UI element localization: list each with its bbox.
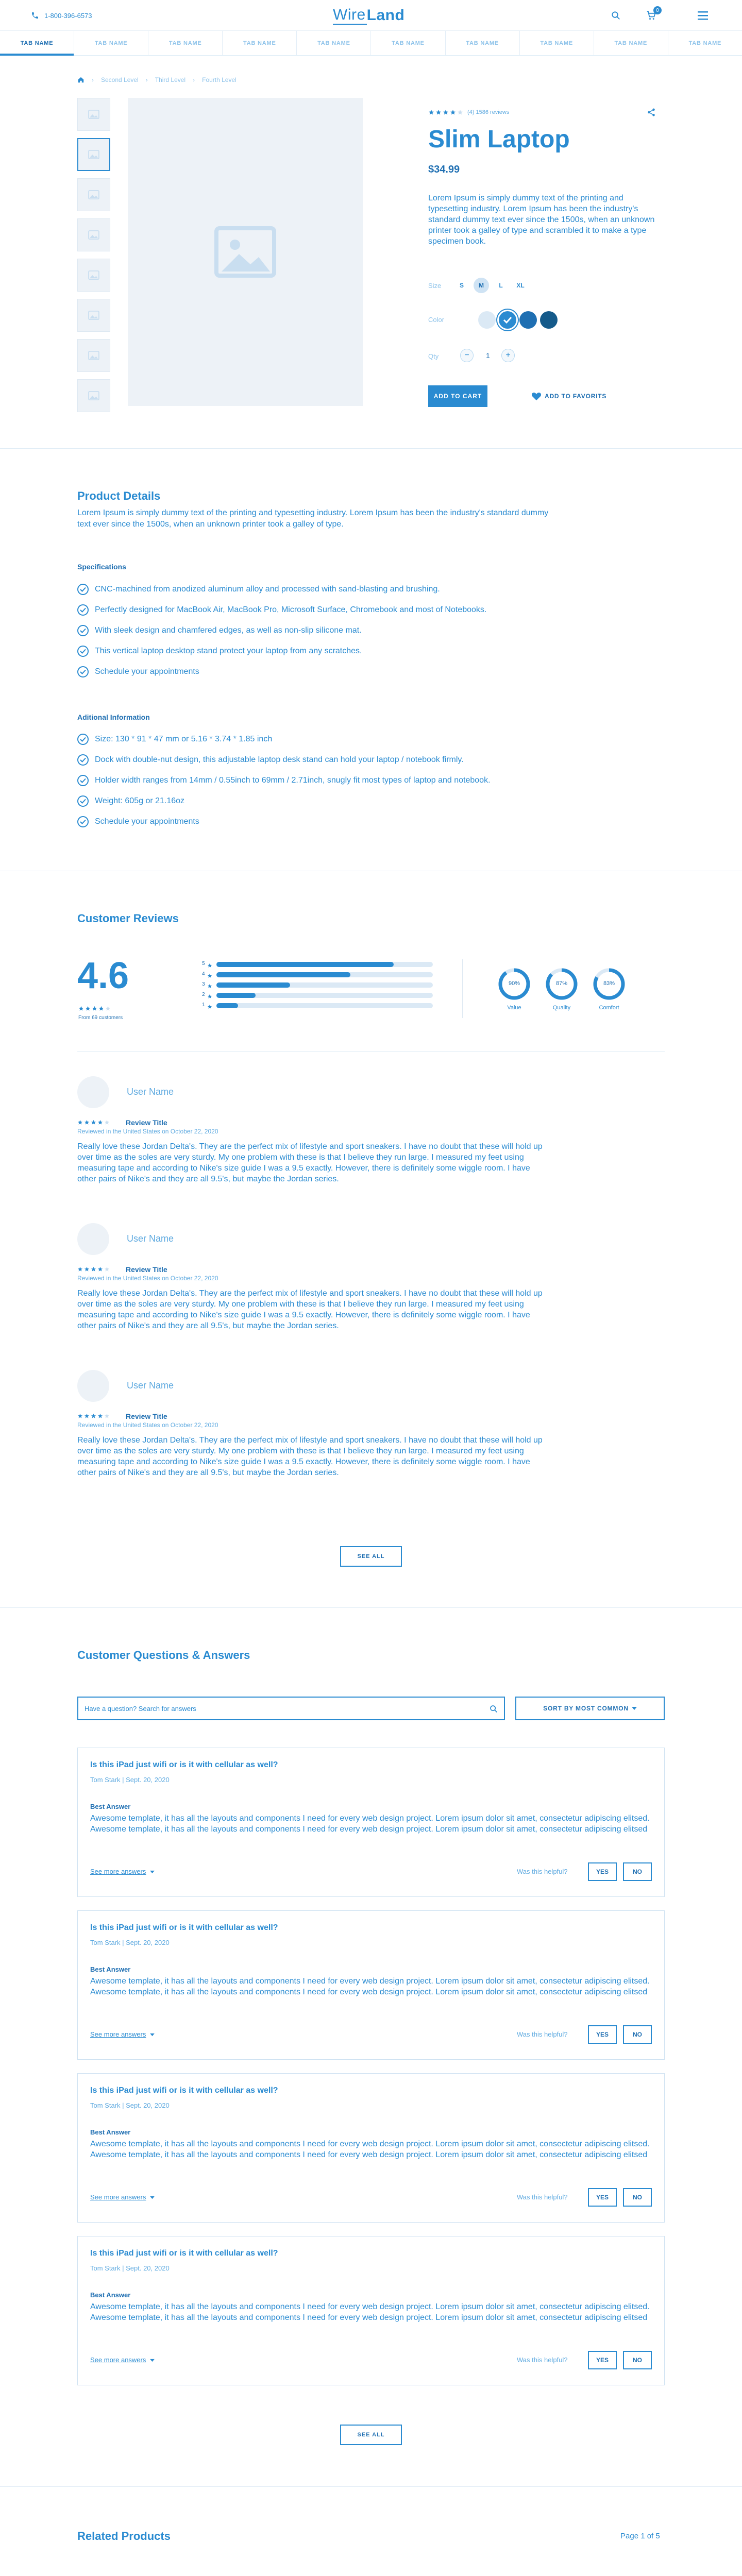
qa-helpful-label: Was this helpful?	[517, 1868, 568, 1875]
thumbnail[interactable]	[77, 259, 110, 292]
chevron-down-icon	[632, 1706, 637, 1710]
check-circle-icon	[77, 666, 89, 677]
reviews-title: Customer Reviews	[77, 912, 179, 925]
thumbnail[interactable]	[77, 178, 110, 211]
reviews-see-all-button[interactable]: SEE ALL	[340, 1546, 402, 1567]
qa-yes-button[interactable]: YES	[588, 2351, 617, 2369]
add-to-favorites-button[interactable]	[531, 392, 606, 401]
related-page-indicator: Page 1 of 5	[620, 2532, 660, 2540]
qa-helpful-label: Was this helpful?	[517, 2030, 568, 2038]
rating-row-label: 4	[202, 971, 205, 977]
star-icon	[84, 1266, 90, 1272]
image-placeholder-icon	[88, 110, 99, 119]
qa-search-input[interactable]	[77, 1697, 505, 1720]
qa-question[interactable]: Is this iPad just wifi or is it with cellular as well?	[90, 1923, 278, 1932]
rating-bar-fill	[216, 993, 256, 998]
star-icon	[207, 992, 212, 1002]
tab-1[interactable]: TAB NAME	[0, 31, 74, 55]
star-icon	[457, 109, 463, 115]
color-swatch[interactable]	[499, 311, 516, 329]
divider	[462, 959, 463, 1018]
chevron-down-icon	[150, 2030, 155, 2038]
qa-see-all-button[interactable]: SEE ALL	[340, 2425, 402, 2445]
qa-question[interactable]: Is this iPad just wifi or is it with cellular as well?	[90, 1760, 278, 1769]
breadcrumb-separator: ›	[193, 76, 195, 83]
breadcrumb-item[interactable]: Second Level	[101, 76, 139, 83]
review-title: Review Title	[126, 1118, 167, 1127]
qa-card	[77, 1910, 665, 2060]
qty-label: Qty	[428, 352, 439, 360]
product-rating[interactable]	[428, 109, 509, 115]
review-stars	[77, 1413, 110, 1419]
tab-5[interactable]: TAB NAME	[297, 31, 371, 55]
rating-bar-fill	[216, 982, 290, 988]
qa-meta: Tom Stark | Sept. 20, 2020	[90, 2264, 170, 2272]
star-icon	[92, 1006, 97, 1011]
qa-sort-dropdown[interactable]	[515, 1697, 665, 1720]
rating-bar-fill	[216, 962, 394, 967]
specifications-title: Specifications	[77, 563, 126, 571]
star-icon	[443, 109, 449, 115]
spec-item	[77, 646, 362, 657]
qa-meta: Tom Stark | Sept. 20, 2020	[90, 1776, 170, 1784]
review-meta: Reviewed in the United States on October 22, 2020	[77, 1421, 218, 1429]
qa-best-answer-label: Best Answer	[90, 2128, 131, 2136]
qa-best-answer-label: Best Answer	[90, 1803, 131, 1810]
rating-row-label: 2	[202, 992, 205, 997]
see-more-label: See more answers	[90, 2356, 146, 2364]
qa-search-placeholder: Have a question? Search for answers	[85, 1704, 196, 1713]
star-icon	[97, 1266, 103, 1272]
star-icon	[91, 1413, 96, 1419]
product-price: $34.99	[428, 164, 460, 175]
phone-contact[interactable]	[31, 11, 92, 20]
star-icon	[77, 1266, 83, 1272]
additional-text: Holder width ranges from 14mm / 0.55inch to 69mm / 2.71inch, snugly fit most types of laptop and notebook.	[95, 776, 491, 785]
review-meta: Reviewed in the United States on October 22, 2020	[77, 1275, 218, 1282]
qa-no-button[interactable]: NO	[623, 2351, 652, 2369]
color-label: Color	[428, 316, 445, 324]
thumbnail[interactable]	[77, 299, 110, 332]
rating-row-label: 5	[202, 961, 205, 967]
tab-6[interactable]: TAB NAME	[371, 31, 445, 55]
details-intro: Lorem Ipsum is simply dummy text of the printing and typesetting industry. Lorem Ipsum has been the industry's standard dummy text ever since the 1500s, when an unknown printer took a galley of type.	[77, 509, 549, 529]
image-placeholder-icon	[88, 351, 99, 360]
additional-text: Weight: 605g or 21.16oz	[95, 796, 185, 805]
star-icon	[428, 109, 434, 115]
avatar	[77, 1370, 109, 1402]
image-placeholder-icon	[88, 150, 99, 159]
additional-item	[77, 734, 272, 745]
qa-card	[77, 2073, 665, 2223]
spec-text: CNC-machined from anodized aluminum alloy and processed with sand-blasting and brushing.	[95, 585, 440, 594]
star-icon	[91, 1120, 96, 1125]
qa-sort-label: SORT BY MOST COMMON	[543, 1705, 629, 1712]
chevron-down-icon	[150, 1868, 155, 1875]
average-caption: From 69 customers	[78, 1015, 123, 1021]
star-icon	[78, 1006, 84, 1011]
cart-count-badge: 0	[653, 6, 662, 14]
logo-wire: Wire	[333, 6, 367, 25]
rating-bar-track	[216, 1003, 433, 1008]
see-more-label: See more answers	[90, 2030, 146, 2038]
tab-7[interactable]: TAB NAME	[446, 31, 520, 55]
thumbnail[interactable]	[77, 98, 110, 131]
star-icon	[104, 1413, 110, 1419]
qa-best-answer-label: Best Answer	[90, 2291, 131, 2299]
qa-no-button[interactable]: NO	[623, 2025, 652, 2044]
qa-answer: Awesome template, it has all the layouts and components I need for every web design project. Lorem ipsum dolor sit amet, consectetur adipiscing elitsed. Awesome template, it has all the layouts and components I need for every web design project. Lorem ipsum dolor sit amet, consectetur adipiscing elitsed	[90, 2302, 650, 2322]
review-stars	[77, 1266, 110, 1272]
review-title: Review Title	[126, 1265, 167, 1274]
see-more-label: See more answers	[90, 2193, 146, 2201]
details-title: Product Details	[77, 489, 161, 502]
star-icon	[435, 109, 442, 115]
tab-2[interactable]: TAB NAME	[74, 31, 148, 55]
thumbnail[interactable]	[77, 379, 110, 412]
average-rating: 4.6	[77, 955, 129, 996]
spec-text: Schedule your appointments	[95, 667, 199, 676]
ring-label: Comfort	[599, 1005, 619, 1011]
image-placeholder-icon	[88, 230, 99, 240]
top-bar	[0, 0, 742, 31]
check-circle-icon	[77, 775, 89, 786]
star-icon	[207, 1003, 212, 1012]
check-circle-icon	[77, 646, 89, 657]
color-swatch[interactable]	[519, 311, 537, 329]
avatar	[77, 1223, 109, 1255]
qa-answer: Awesome template, it has all the layouts and components I need for every web design project. Lorem ipsum dolor sit amet, consectetur adipiscing elitsed. Awesome template, it has all the layouts and components I need for every web design project. Lorem ipsum dolor sit amet, consectetur adipiscing elitsed	[90, 1977, 650, 1996]
check-circle-icon	[77, 604, 89, 616]
rating-row-label: 1	[202, 1002, 205, 1008]
tab-4[interactable]: TAB NAME	[223, 31, 297, 55]
star-icon	[97, 1120, 103, 1125]
image-placeholder-icon	[88, 190, 99, 199]
search-icon[interactable]	[490, 1705, 498, 1713]
heart-icon	[531, 392, 542, 401]
image-placeholder-icon	[88, 311, 99, 320]
see-more-answers-link[interactable]	[90, 2030, 155, 2038]
qa-question[interactable]: Is this iPad just wifi or is it with cellular as well?	[90, 2249, 278, 2258]
star-icon	[91, 1266, 96, 1272]
add-to-cart-button[interactable]: ADD TO CART	[428, 385, 487, 407]
qa-meta: Tom Stark | Sept. 20, 2020	[90, 2102, 170, 2109]
check-icon	[499, 311, 516, 329]
rating-count: (4) 1586 reviews	[467, 109, 510, 115]
check-circle-icon	[77, 754, 89, 766]
check-circle-icon	[77, 795, 89, 807]
see-more-answers-link[interactable]	[90, 2193, 155, 2201]
menu-icon[interactable]	[697, 9, 709, 22]
product-description: Lorem Ipsum is simply dummy text of the printing and typesetting industry. Lorem Ipsum has been the industry's standard dummy text ever since the 1500s, when an unknown printer took a galley of type and scrambled it to make a type specimen book.	[428, 194, 655, 246]
qa-yes-button[interactable]: YES	[588, 1862, 617, 1881]
product-title: Slim Laptop	[428, 126, 570, 153]
ring-value: 87%	[555, 980, 568, 987]
qa-card	[77, 2236, 665, 2385]
additional-text: Size: 130 * 91 * 47 mm or 5.16 * 3.74 * 1.85 inch	[95, 735, 273, 743]
star-icon	[105, 1006, 111, 1011]
tab-3[interactable]: TAB NAME	[148, 31, 223, 55]
star-icon	[84, 1413, 90, 1419]
size-label: Size	[428, 282, 442, 290]
star-icon	[77, 1120, 83, 1125]
review-user-name: User Name	[127, 1233, 174, 1244]
qa-yes-button[interactable]: YES	[588, 2188, 617, 2207]
check-circle-icon	[77, 625, 89, 636]
related-title: Related Products	[77, 2530, 171, 2543]
spec-text: With sleek design and chamfered edges, as well as non-slip silicone mat.	[95, 626, 362, 635]
additional-text: Dock with double-nut design, this adjustable laptop desk stand can hold your laptop / notebook firmly.	[95, 755, 464, 764]
qty-value[interactable]: 1	[486, 351, 490, 360]
review-body: Really love these Jordan Delta's. They are the perfect mix of lifestyle and sport sneakers. I have no doubt that these will hold up over time as the soles are very sturdy. My one problem with these is that I believe they run large. I measured my feet using measuring tape and according to Nike's size guide I was a 9.5 exactly. However, there is definitely some wiggle room. I have other pairs of Nike's and they are all 9.5's, but maybe the Jordan series.	[77, 1142, 543, 1183]
favorites-label: ADD TO FAVORITS	[545, 393, 607, 400]
home-icon[interactable]	[77, 76, 85, 83]
image-placeholder-icon	[88, 270, 99, 280]
qty-decrease-button[interactable]: −	[460, 349, 474, 362]
breadcrumb-separator: ›	[92, 76, 94, 83]
phone-number: 1-800-396-6573	[44, 11, 92, 20]
thumbnail[interactable]	[77, 339, 110, 372]
spec-text: This vertical laptop desktop stand protect your laptop from any scratches.	[95, 647, 362, 655]
qa-card	[77, 1748, 665, 1897]
star-icon	[450, 109, 456, 115]
star-icon	[207, 982, 212, 991]
star-icon	[98, 1006, 104, 1011]
divider	[0, 2486, 742, 2487]
size-option-m[interactable]: M	[474, 278, 489, 293]
additional-item	[77, 775, 491, 786]
see-more-answers-link[interactable]	[90, 1868, 155, 1875]
tab-bar	[0, 31, 742, 56]
size-option-l[interactable]: L	[499, 282, 503, 289]
qa-helpful-label: Was this helpful?	[517, 2356, 568, 2364]
check-circle-icon	[77, 584, 89, 595]
review-body: Really love these Jordan Delta's. They are the perfect mix of lifestyle and sport sneakers. I have no doubt that these will hold up over time as the soles are very sturdy. My one problem with these is that I believe they run large. I measured my feet using measuring tape and according to Nike's size guide I was a 9.5 exactly. However, there is definitely some wiggle room. I have other pairs of Nike's and they are all 9.5's, but maybe the Jordan series.	[77, 1289, 543, 1330]
star-icon	[104, 1266, 110, 1272]
star-icon	[104, 1120, 110, 1125]
check-circle-icon	[77, 734, 89, 745]
phone-icon	[31, 11, 39, 20]
qa-answer: Awesome template, it has all the layouts and components I need for every web design project. Lorem ipsum dolor sit amet, consectetur adipiscing elitsed. Awesome template, it has all the layouts and components I need for every web design project. Lorem ipsum dolor sit amet, consectetur adipiscing elitsed	[90, 1814, 650, 1834]
review-user-name: User Name	[127, 1380, 174, 1391]
check-circle-icon	[77, 816, 89, 827]
qa-answer: Awesome template, it has all the layouts and components I need for every web design project. Lorem ipsum dolor sit amet, consectetur adipiscing elitsed. Awesome template, it has all the layouts and components I need for every web design project. Lorem ipsum dolor sit amet, consectetur adipiscing elitsed	[90, 2140, 650, 2159]
qa-no-button[interactable]: NO	[623, 2188, 652, 2207]
star-icon	[207, 972, 212, 981]
qa-helpful-label: Was this helpful?	[517, 2193, 568, 2201]
review-title: Review Title	[126, 1412, 167, 1420]
additional-item	[77, 795, 184, 807]
average-stars	[78, 1005, 111, 1014]
review-body: Really love these Jordan Delta's. They are the perfect mix of lifestyle and sport sneakers. I have no doubt that these will hold up over time as the soles are very sturdy. My one problem with these is that I believe they run large. I measured my feet using measuring tape and according to Nike's size guide I was a 9.5 exactly. However, there is definitely some wiggle room. I have other pairs of Nike's and they are all 9.5's, but maybe the Jordan series.	[77, 1436, 543, 1477]
qa-yes-button[interactable]: YES	[588, 2025, 617, 2044]
tab-8[interactable]: TAB NAME	[520, 31, 594, 55]
image-placeholder-icon	[214, 226, 276, 278]
ring-value: 90%	[508, 980, 520, 987]
thumbnail[interactable]	[77, 138, 110, 171]
size-option-s[interactable]: S	[459, 282, 464, 289]
spec-item	[77, 625, 362, 636]
rating-bar-fill	[216, 972, 350, 977]
qa-no-button[interactable]: NO	[623, 1862, 652, 1881]
chevron-down-icon	[150, 2356, 155, 2364]
spec-item	[77, 666, 199, 677]
ring-label: Value	[507, 1005, 521, 1011]
see-more-answers-link[interactable]	[90, 2356, 155, 2364]
color-swatch[interactable]	[540, 311, 558, 329]
breadcrumb	[77, 76, 237, 83]
ring-label: Quality	[552, 1005, 571, 1011]
logo-land: Land	[366, 7, 405, 24]
spec-text: Perfectly designed for MacBook Air, MacBook Pro, Microsoft Surface, Chromebook and most of Notebooks.	[95, 605, 487, 614]
main-product-image[interactable]	[128, 98, 363, 406]
tab-10[interactable]: TAB NAME	[688, 40, 722, 46]
avatar	[77, 1076, 109, 1108]
additional-text: Schedule your appointments	[95, 817, 199, 826]
review-user-name: User Name	[127, 1087, 174, 1097]
color-swatch[interactable]	[478, 311, 496, 329]
spec-item	[77, 604, 486, 616]
rating-row-label: 3	[202, 981, 205, 987]
additional-item	[77, 816, 199, 827]
divider	[0, 1607, 742, 1608]
cart-icon[interactable]	[645, 9, 657, 22]
logo[interactable]	[333, 6, 404, 25]
additional-info-title: Aditional Information	[77, 713, 150, 721]
divider	[77, 1051, 665, 1052]
review-meta: Reviewed in the United States on October 22, 2020	[77, 1128, 218, 1135]
thumbnail[interactable]	[77, 218, 110, 251]
share-icon[interactable]	[645, 106, 657, 118]
divider	[0, 448, 742, 449]
image-placeholder-icon	[88, 391, 99, 400]
rating-stars	[428, 109, 463, 115]
star-icon	[85, 1006, 91, 1011]
star-icon	[207, 961, 212, 971]
star-icon	[97, 1413, 103, 1419]
search-icon[interactable]	[610, 9, 622, 22]
chevron-down-icon	[150, 2193, 155, 2201]
ring-value: 83%	[603, 980, 615, 987]
see-more-label: See more answers	[90, 1868, 146, 1875]
star-icon	[84, 1120, 90, 1125]
breadcrumb-separator: ›	[145, 76, 148, 83]
qa-meta: Tom Stark | Sept. 20, 2020	[90, 1939, 170, 1946]
review-stars	[77, 1120, 110, 1125]
tab-9[interactable]: TAB NAME	[594, 31, 668, 55]
spec-item	[77, 584, 440, 595]
qa-question[interactable]: Is this iPad just wifi or is it with cellular as well?	[90, 2086, 278, 2095]
qa-best-answer-label: Best Answer	[90, 1965, 131, 1973]
rating-bar-fill	[216, 1003, 238, 1008]
breadcrumb-item[interactable]: Third Level	[155, 76, 186, 83]
qty-increase-button[interactable]: +	[501, 349, 515, 362]
breadcrumb-item[interactable]: Fourth Level	[202, 76, 237, 83]
star-icon	[77, 1413, 83, 1419]
size-option-xl[interactable]: XL	[516, 282, 525, 289]
additional-item	[77, 754, 464, 766]
qa-title: Customer Questions & Answers	[77, 1649, 250, 1662]
